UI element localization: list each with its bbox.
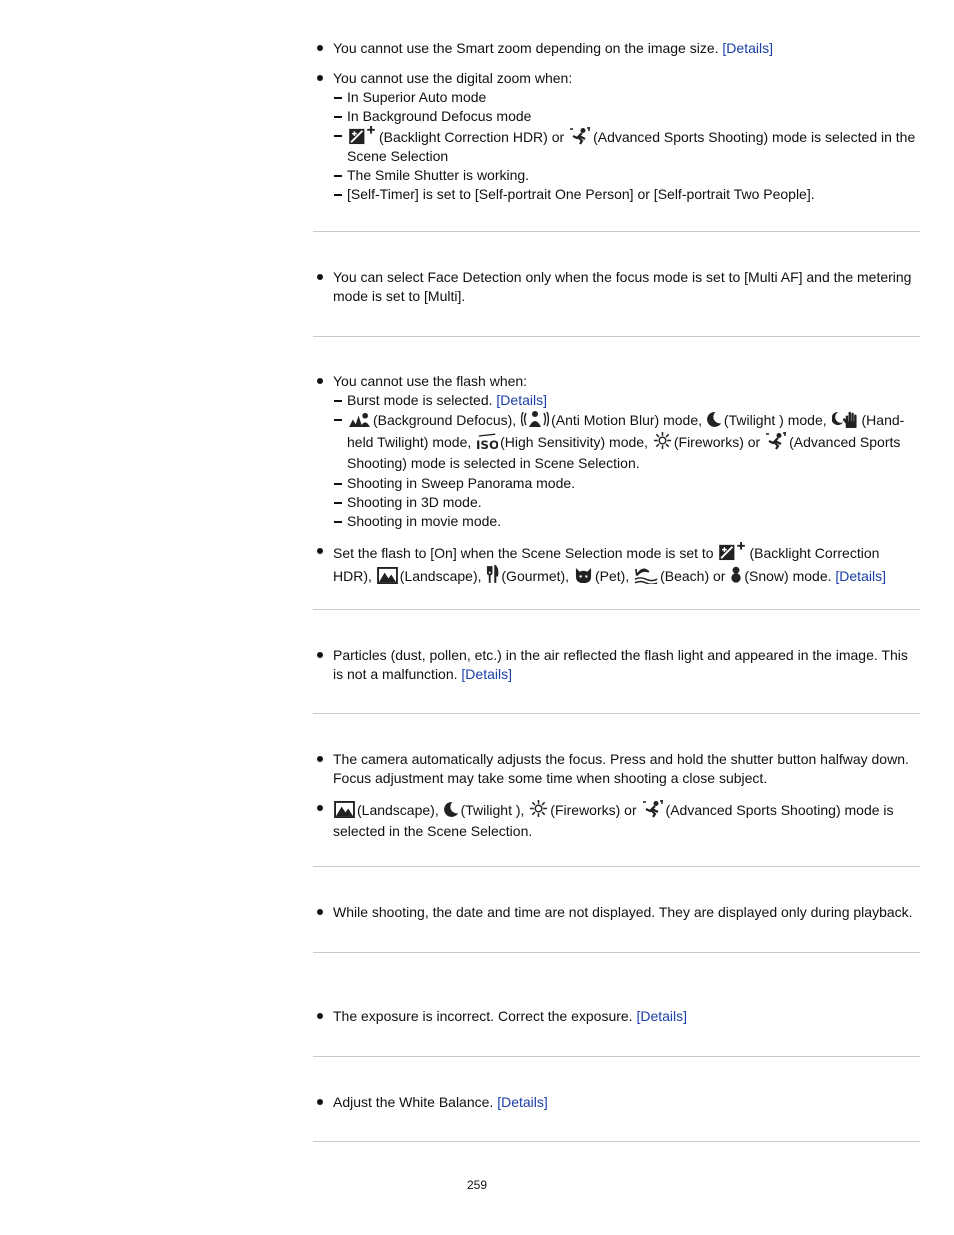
backlight-hdr-icon bbox=[348, 126, 377, 145]
page-number: 259 bbox=[466, 1178, 488, 1192]
twilight-icon bbox=[444, 801, 459, 818]
sub-list-item: Burst mode is selected. [Details] bbox=[333, 391, 920, 410]
bullet-list bbox=[313, 268, 920, 306]
section-divider bbox=[313, 1141, 920, 1142]
list-item: Adjust the White Balance. [Details] bbox=[313, 1093, 920, 1112]
section-divider bbox=[313, 336, 920, 337]
section-focus bbox=[313, 750, 920, 853]
background-defocus-icon bbox=[348, 411, 371, 428]
sub-list-item: [Self-Timer] is set to [Self-portrait One Person] or [Self-portrait Two People]. bbox=[333, 185, 920, 204]
list-item: The camera automatically adjusts the focus. Press and hold the shutter button halfway down. Focus adjustment may take some time when shooting a close subject. bbox=[313, 750, 920, 788]
details-link[interactable]: [Details] bbox=[461, 666, 512, 682]
bullet-list bbox=[313, 750, 920, 842]
hand-held-twilight-icon bbox=[832, 411, 860, 428]
bullet-list bbox=[313, 39, 920, 204]
fireworks-icon bbox=[529, 799, 548, 818]
sub-list-item: Shooting in 3D mode. bbox=[333, 493, 920, 512]
landscape-icon bbox=[334, 801, 355, 818]
list-item: Particles (dust, pollen, etc.) in the air reflected the flash light and appeared in the image. This is not a malfunction. [Details] bbox=[313, 646, 920, 684]
section-divider bbox=[313, 952, 920, 953]
section-divider bbox=[313, 1056, 920, 1057]
beach-icon bbox=[634, 567, 658, 584]
bullet-list bbox=[313, 903, 920, 922]
details-link[interactable]: [Details] bbox=[496, 392, 547, 408]
sports-icon bbox=[765, 432, 787, 450]
fireworks-icon bbox=[653, 431, 672, 450]
section-date-time bbox=[313, 903, 920, 933]
list-item: Set the flash to [On] when the Scene Selection mode is set to (Backlight Correction HDR), (Landscape), (Gourmet), (Pet), (Beach) or (Snow) mode. [Details] bbox=[313, 542, 920, 588]
section-particles bbox=[313, 646, 920, 695]
sub-list-item: In Background Defocus mode bbox=[333, 107, 920, 126]
sports-icon bbox=[642, 800, 664, 818]
snow-icon bbox=[730, 565, 742, 584]
section-white-balance bbox=[313, 1093, 920, 1123]
bullet-list bbox=[313, 1007, 920, 1026]
section-divider bbox=[313, 231, 920, 232]
sub-list-item: (Backlight Correction HDR) or (Advanced Sports Shooting) mode is selected in the Scene Selection bbox=[333, 126, 920, 166]
sub-list bbox=[333, 88, 920, 204]
section-divider bbox=[313, 713, 920, 714]
list-item: You cannot use the digital zoom when: In Superior Auto mode In Background Defocus mode (Backlight Correction HDR) or (Advanced Sports Shooting) mode is selected in the Scene Selection The Smile Shutter is working. [Self-Timer] is set to [Self-portrait One Person] or [Self-portrait Two People]. bbox=[313, 69, 920, 204]
sub-list-item: (Background Defocus), (Anti Motion Blur) mode, (Twilight ) mode, (Hand-held Twilight) mode, (High Sensitivity) mode, (Fireworks) or (Advanced Sports Shooting) mode is selected in Scene Selection. bbox=[333, 410, 920, 474]
backlight-hdr-icon bbox=[718, 542, 747, 561]
details-link[interactable]: [Details] bbox=[835, 568, 886, 584]
pet-icon bbox=[574, 567, 593, 584]
list-item: While shooting, the date and time are not displayed. They are displayed only during playback. bbox=[313, 903, 920, 922]
section-face-detection bbox=[313, 268, 920, 317]
anti-motion-blur-icon bbox=[521, 410, 549, 428]
bullet-list bbox=[313, 1093, 920, 1112]
sub-list bbox=[333, 391, 920, 531]
section-zoom bbox=[313, 39, 920, 215]
sports-icon bbox=[569, 127, 591, 145]
sub-list-item: Shooting in Sweep Panorama mode. bbox=[333, 474, 920, 493]
bullet-list bbox=[313, 372, 920, 588]
section-divider bbox=[313, 866, 920, 867]
sub-list-item: The Smile Shutter is working. bbox=[333, 166, 920, 185]
details-link[interactable]: [Details] bbox=[636, 1008, 688, 1024]
bullet-list bbox=[313, 646, 920, 684]
list-item: (Landscape), (Twilight ), (Fireworks) or (Advanced Sports Shooting) mode is selected in the Scene Selection. bbox=[313, 799, 920, 842]
list-item: You can select Face Detection only when the focus mode is set to [Multi AF] and the metering mode is set to [Multi]. bbox=[313, 268, 920, 306]
section-divider bbox=[313, 609, 920, 610]
details-link[interactable]: [Details] bbox=[722, 40, 773, 56]
sub-list-item: Shooting in movie mode. bbox=[333, 512, 920, 531]
section-exposure bbox=[313, 1007, 920, 1037]
list-item: The exposure is incorrect. Correct the exposure. [Details] bbox=[313, 1007, 920, 1026]
twilight-icon bbox=[707, 411, 722, 428]
list-item: You cannot use the flash when: Burst mode is selected. [Details] (Background Defocus), (Anti Motion Blur) mode, (Twilight ) mode, (Hand-held Twilight) mode, (High Sensitivity) mode, (Fireworks) or (Advanced Sports Shooting) mode is selected in Scene Selection. Shooting in Sweep Panorama mode. Shooting in 3D mode. Shooting in movie mode. bbox=[313, 372, 920, 531]
landscape-icon bbox=[377, 567, 398, 584]
high-sensitivity-icon bbox=[476, 433, 498, 450]
section-flash bbox=[313, 372, 920, 599]
gourmet-icon bbox=[486, 565, 499, 584]
list-item: You cannot use the Smart zoom depending on the image size. [Details] bbox=[313, 39, 920, 58]
details-link[interactable]: [Details] bbox=[497, 1094, 548, 1110]
sub-list-item: In Superior Auto mode bbox=[333, 88, 920, 107]
